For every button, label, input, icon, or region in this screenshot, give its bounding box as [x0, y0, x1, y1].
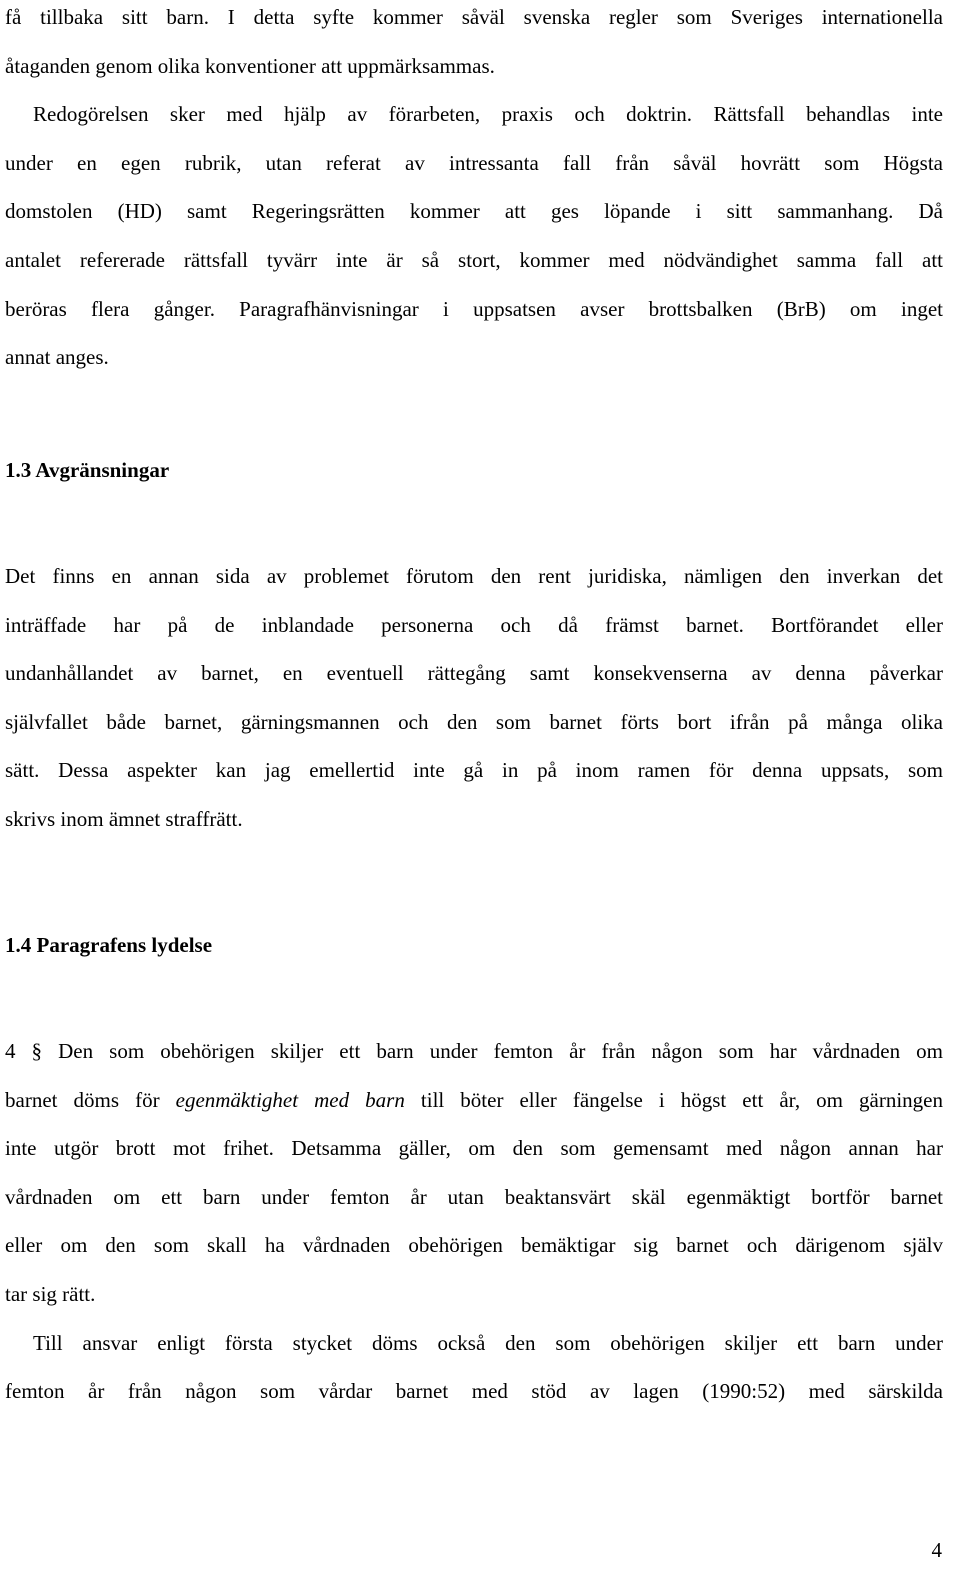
lydelse-paragraph [5, 1027, 943, 1416]
text-line: Till ansvar enligt första stycket döms också den som obehörigen skiljer ett barn under [33, 1330, 943, 1355]
section-heading-avgransningar: 1.3 Avgränsningar [5, 458, 170, 482]
text-line: annat anges. [5, 345, 109, 370]
text-line: barnet döms för egenmäktighet med barn till böter eller fängelse i högst ett år, om gärningen [5, 1087, 943, 1112]
text-line: få tillbaka sitt barn. I detta syfte kommer såväl svenska regler som Sveriges internationella [5, 5, 943, 29]
text-line: under en egen rubrik, utan referat av intressanta fall från såväl hovrätt som Högsta [5, 150, 943, 175]
text-line: 4 § Den som obehörigen skiljer ett barn under femton år från någon som har vårdnaden om [5, 1039, 943, 1063]
section-heading-lydelse: 1.4 Paragrafens lydelse [5, 933, 213, 957]
intro-paragraph [5, 0, 943, 382]
text-line: vårdnaden om ett barn under femton år utan beaktansvärt skäl egenmäktigt bortför barnet [5, 1184, 943, 1209]
page-number: 4 [931, 1538, 942, 1562]
text-line: inte utgör brott mot frihet. Detsamma gäller, om den som gemensamt med någon annan har [5, 1136, 943, 1161]
text-line: Det finns en annan sida av problemet förutom den rent juridiska, nämligen den inverkan det [5, 564, 943, 588]
text-line: skrivs inom ämnet straffrätt. [5, 806, 243, 831]
text-line: sätt. Dessa aspekter kan jag emellertid inte gå in på inom ramen för denna uppsats, som [5, 758, 943, 783]
text-line: Redogörelsen sker med hjälp av förarbeten, praxis och doktrin. Rättsfall behandlas inte [33, 102, 943, 127]
text-line: undanhållandet av barnet, en eventuell rättegång samt konsekvenserna av denna påverkar [5, 661, 943, 686]
text-line: eller om den som skall ha vårdnaden obehörigen bemäktigar sig barnet och därigenom själv [5, 1233, 943, 1258]
text-line: inträffade har på de inblandade personerna och då främst barnet. Bortförandet eller [5, 612, 943, 637]
text-line: självfallet både barnet, gärningsmannen och den som barnet förts bort ifrån på många olika [5, 709, 943, 734]
avgransningar-paragraph [5, 552, 943, 844]
text-line: femton år från någon som vårdar barnet med stöd av lagen (1990:52) med särskilda [5, 1379, 943, 1404]
text-line: beröras flera gånger. Paragrafhänvisningar i uppsatsen avser brottsbalken (BrB) om inget [5, 296, 943, 321]
text-line: domstolen (HD) samt Regeringsrätten kommer att ges löpande i sitt sammanhang. Då [5, 199, 943, 224]
text-line: antalet refererade rättsfall tyvärr inte är så stort, kommer med nödvändighet samma fall att [5, 247, 943, 272]
text-line: tar sig rätt. [5, 1281, 96, 1306]
offense-name: egenmäktighet med barn [175, 1087, 405, 1112]
text-line: åtaganden genom olika konventioner att uppmärksammas. [5, 53, 495, 78]
